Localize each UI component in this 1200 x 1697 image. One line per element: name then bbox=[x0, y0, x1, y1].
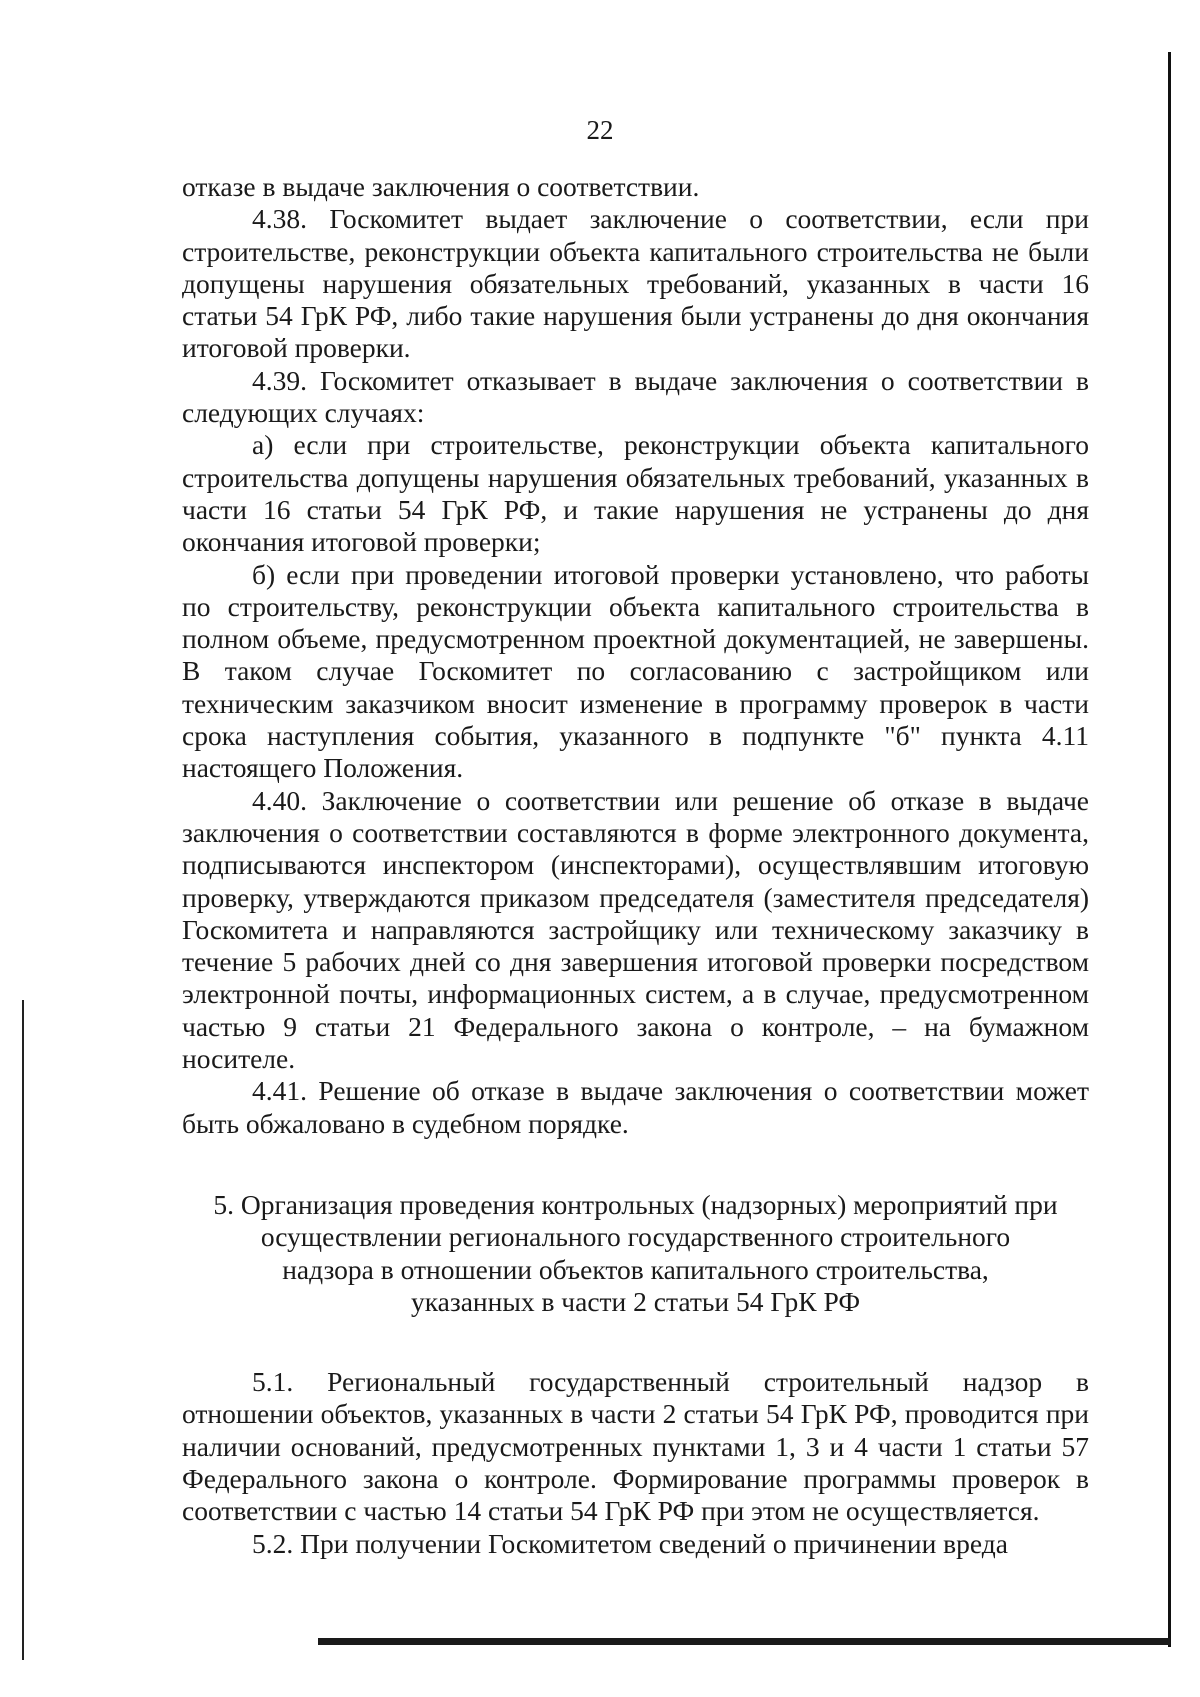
scan-border-left bbox=[22, 1000, 24, 1660]
section-heading-line: указанных в части 2 статьи 54 ГрК РФ bbox=[410, 1285, 861, 1317]
page-number: 22 bbox=[586, 115, 614, 145]
paragraph-4-39-a: а) если при строительстве, реконструкции объекта капитального строительства допущены нарушения обязательных требований, указанных в части 16 статьи 54 ГрК РФ, и такие нарушения не устранены до дня окончания итоговой проверки; bbox=[182, 429, 1089, 558]
section-heading-line: 5. Организация проведения контрольных (надзорных) мероприятий при bbox=[213, 1188, 1058, 1220]
paragraph-4-38: 4.38. Госкомитет выдает заключение о соответствии, если при строительстве, реконструкции объекта капитального строительства не были допущены нарушения обязательных требований, указанных в части 16 статьи 54 ГрК РФ, либо такие нарушения были устранены до дня окончания итоговой проверки. bbox=[182, 203, 1089, 364]
scan-border-right bbox=[1168, 52, 1171, 1647]
paragraph-5-2: 5.2. При получении Госкомитетом сведений о причинении вреда bbox=[252, 1527, 1008, 1559]
document-body bbox=[182, 171, 1089, 1560]
paragraph-4-40: 4.40. Заключение о соответствии или решение об отказе в выдаче заключения о соответствии составляются в форме электронного документа, подписываются инспектором (инспекторами), осуществлявшим итоговую проверку, утверждаются приказом председателя (заместителя председателя) Госкомитета и направляются застройщику или техническому заказчику в течение 5 рабочих дней со дня завершения итоговой проверки посредством электронной почты, информационных систем, а в случае, предусмотренном частью 9 статьи 21 Федерального закона о контроле, – на бумажном носителе. bbox=[182, 784, 1089, 1075]
paragraph-4-41: 4.41. Решение об отказе в выдаче заключения о соответствии может быть обжаловано в судебном порядке. bbox=[182, 1075, 1089, 1139]
paragraph-continuation: отказе в выдаче заключения о соответствии. bbox=[182, 171, 700, 202]
section-heading-line: надзора в отношении объектов капитального строительства, bbox=[282, 1253, 989, 1285]
paragraph-5-1: 5.1. Региональный государственный строительный надзор в отношении объектов, указанных в части 2 статьи 54 ГрК РФ, проводится при наличии оснований, предусмотренных пунктами 1, 3 и 4 части 1 статьи 57 Федерального закона о контроле. Формирование программы проверок в соответствии с частью 14 статьи 54 ГрК РФ при этом не осуществляется. bbox=[182, 1366, 1089, 1527]
section-heading-line: осуществлении регионального государственного строительного bbox=[260, 1221, 1011, 1253]
scan-border-bottom bbox=[318, 1638, 1170, 1645]
paragraph-4-39-b: б) если при проведении итоговой проверки установлено, что работы по строительству, реконструкции объекта капитального строительства в полном объеме, предусмотренном проектной документацией, не завершены. В таком случае Госкомитет по согласованию с застройщиком или техническим заказчиком вносит изменение в программу проверок в части срока наступления события, указанного в подпункте "б" пункта 4.11 настоящего Положения. bbox=[182, 558, 1089, 784]
paragraph-4-39: 4.39. Госкомитет отказывает в выдаче заключения о соответствии в следующих случаях: bbox=[182, 364, 1089, 429]
section-5-heading bbox=[182, 1189, 1089, 1318]
